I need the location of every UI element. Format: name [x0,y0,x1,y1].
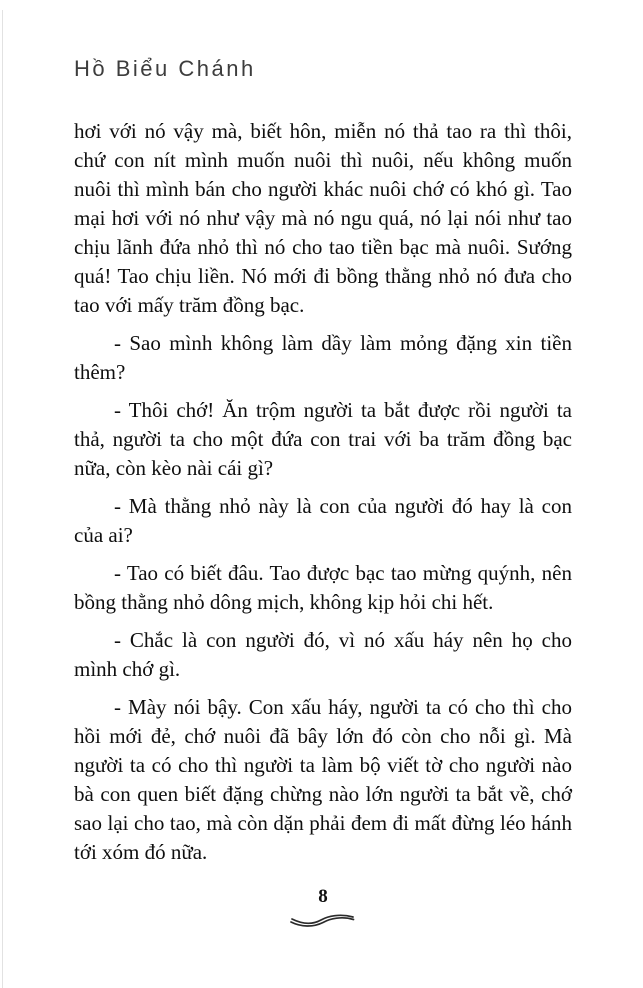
paragraph: - Thôi chớ! Ăn trộm người ta bắt được rồi người ta thả, người ta cho một đứa con trai với ba trăm đồng bạc nữa, còn kèo nài cái gì? [74,398,572,480]
paragraph: - Mày nói bậy. Con xấu háy, người ta có cho thì cho hồi mới đẻ, chớ nuôi đã bây lớn đó còn cho nỗi gì. Mà người ta có cho thì người ta làm bộ viết tờ cho người nào bà con quen biết đặng chừng nào lớn người ta bắt về, chớ sao lại cho tao, mà còn dặn phải đem đi mất đừng léo hánh tới xóm đó nữa. [74,695,572,864]
paragraph: - Mà thằng nhỏ này là con của người đó hay là con của ai? [74,494,572,547]
swash-ornament-icon [290,910,356,928]
page-body [74,117,572,876]
running-header [74,56,256,82]
paragraph: - Sao mình không làm dầy làm mỏng đặng xin tiền thêm? [74,331,572,384]
author-name: Hồ Biểu Chánh [74,56,256,81]
paragraph: - Tao có biết đâu. Tao được bạc tao mừng quýnh, nên bồng thằng nhỏ dông mịch, không kịp hỏi chi hết. [74,561,572,614]
page-number: 8 [318,886,328,907]
page-edge-divider [2,10,3,988]
page-footer [74,886,572,928]
paragraph: hơi với nó vậy mà, biết hôn, miễn nó thả tao ra thì thôi, chứ con nít mình muốn nuôi thì nuôi, nếu không muốn nuôi thì mình bán cho người khác nuôi chớ có khó gì. Tao mại hơi với nó như vậy mà nó ngu quá, nó lại nói như tao chịu lãnh đứa nhỏ thì nó cho tao tiền bạc mà nuôi. Sướng quá! Tao chịu liền. Nó mới đi bồng thằng nhỏ nó đưa cho tao với mấy trăm đồng bạc. [74,119,572,317]
paragraph: - Chắc là con người đó, vì nó xấu háy nên họ cho mình chớ gì. [74,628,572,681]
